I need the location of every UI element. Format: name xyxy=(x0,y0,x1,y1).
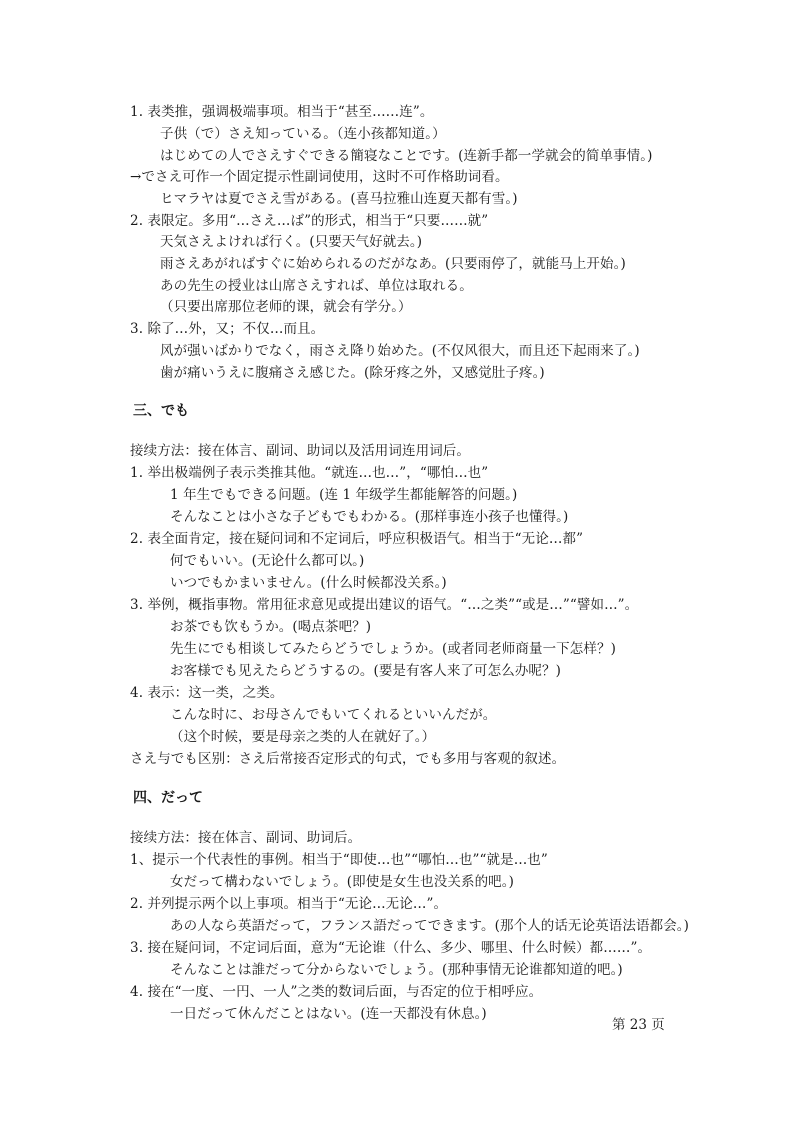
sae-point-1: 1. 表类推，强调极端事项。相当于“甚至……连”。 xyxy=(130,104,434,120)
demo-example: 1 年生でもできる问题。(连 1 年级学生都能解答的问题。) xyxy=(170,487,518,503)
demo-point-3: 3. 举例，概指事物。常用征求意见或提出建议的语气。“…之类”“或是…”“譬如…”。 xyxy=(130,597,639,613)
sae-example-translation: （只要出席那位老师的课，就会有学分。） xyxy=(160,299,412,315)
demo-example-translation: （这个时候，要是母亲之类的人在就好了。） xyxy=(170,729,436,745)
demo-example: こんな时に、お母さんでもいてくれるといいんだが。 xyxy=(170,707,497,723)
sae-example: 子供（で）さえ知っている。（连小孩都知道。） xyxy=(160,126,446,142)
datte-example: そんなことは誰だって分からないでしょう。(那种事情无论谁都知道的吧。) xyxy=(170,962,623,978)
demo-example: そんなことは小さな子どもでもわかる。(那样事连小孩子也懂得。) xyxy=(170,509,569,525)
sae-point-3: 3. 除了…外，又；不仅…而且。 xyxy=(130,321,325,337)
datte-point-3: 3. 接在疑问词，不定词后面，意为“无论谁（什么、多少、哪里、什么时候）都……”。 xyxy=(130,940,652,956)
sae-example: 天気さえよければ行く。(只要天气好就去。) xyxy=(160,234,423,250)
sae-example: 雨さえあがればすぐに始められるのだがなあ。(只要雨停了，就能马上开始。) xyxy=(160,256,626,272)
datte-point-1: 1、提示一个代表性的事例。相当于“即使…也”“哪怕…也”“就是…也” xyxy=(130,852,548,868)
demo-example: いつでもかまいません。(什么时候都没关系。) xyxy=(170,575,447,591)
sae-example: 风が强いばかりでなく，雨さえ降り始めた。(不仅风很大，而且还下起雨来了。) xyxy=(160,343,640,359)
sae-example: 歯が痛いうえに腹痛さえ感じた。(除牙疼之外，又感觉肚子疼。) xyxy=(160,365,545,381)
sae-example: ヒマラヤは夏でさえ雪がある。(喜马拉雅山连夏天都有雪。) xyxy=(160,191,518,207)
section-heading-demo: 三、でも xyxy=(133,403,189,419)
datte-point-4: 4. 接在“一度、一円、一人”之类的数词后面，与否定的位于相呼应。 xyxy=(130,984,543,1000)
demo-point-2: 2. 表全面肯定，接在疑问词和不定词后，呼应积极语气。相当于“无论…都” xyxy=(130,531,584,547)
page-number: 第 23 页 xyxy=(612,1017,665,1033)
datte-connection-rule: 接续方法：接在体言、副词、助词后。 xyxy=(130,830,362,846)
demo-connection-rule: 接续方法：接在体言、副词、助词以及活用词连用词后。 xyxy=(130,443,470,459)
datte-example: 女だって構わないでしょう。(即使是女生也没关系的吧。) xyxy=(170,874,514,890)
demo-example: お茶でも饮もうか。(喝点茶吧？) xyxy=(170,619,372,635)
demo-example: 先生にでも相谈してみたらどうでしょうか。(或者同老师商量一下怎样？) xyxy=(170,641,616,657)
demo-point-4: 4. 表示：这一类，之类。 xyxy=(130,685,284,701)
datte-example: 一日だって休んだことはない。(连一天都没有休息。) xyxy=(170,1006,487,1022)
sae-point-2: 2. 表限定。多用“…さえ…ば”的形式，相当于“只要……就” xyxy=(130,213,489,229)
sae-example: はじめての人でさえすぐできる簡寝なことです。(连新手都一学就会的简单事情。) xyxy=(160,148,653,164)
sae-note: →でさえ可作一个固定提示性副词使用，这时不可作格助词看。 xyxy=(130,169,509,185)
datte-example: あの人なら英語だって，フランス語だってできます。(那个人的话无论英语法语都会。) xyxy=(170,918,690,934)
demo-example: 何でもいい。(无论什么都可以。) xyxy=(170,553,365,569)
sae-example: あの先生の授业は山席さえすれば、单位は取れる。 xyxy=(160,278,473,294)
demo-example: お客様でも见えたらどうするの。(要是有客人来了可怎么办呢？) xyxy=(170,663,561,679)
datte-point-2: 2. 并列提示两个以上事项。相当于“无论…无论…”。 xyxy=(130,896,448,912)
section-heading-datte: 四、だって xyxy=(133,790,203,806)
demo-point-1: 1. 举出极端例子表示类推其他。“就连…也…”，“哪怕…也” xyxy=(130,465,489,481)
sae-demo-difference: さえ与でも区别：さえ后常接否定形式的句式，でも多用与客观的叙述。 xyxy=(130,751,566,767)
